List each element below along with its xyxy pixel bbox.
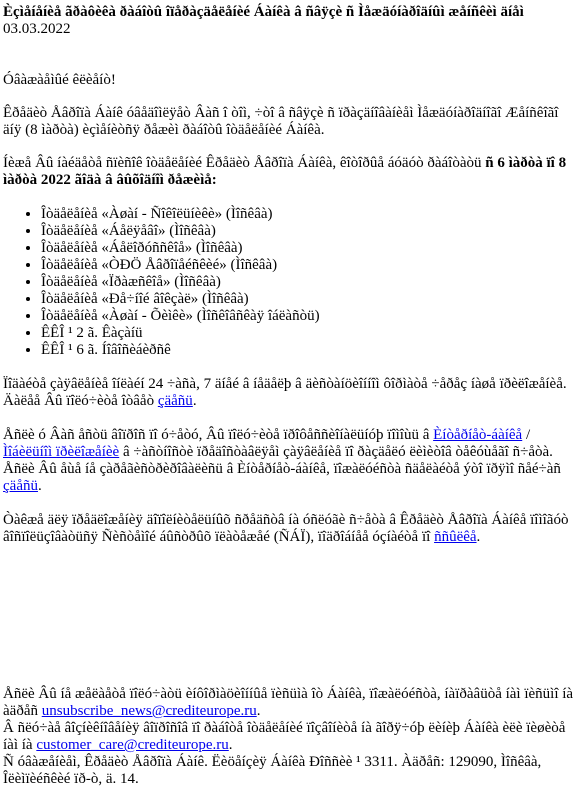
schedule-dates: ñ 6 ìàðòà ïî 8 ìàðòà 2022 ãîäà â âûõîäíîì ðåæèìå: — [3, 155, 567, 188]
unsubscribe-paragraph: Åñëè Âû íå æåëàåòå ïîëó÷àòü èíôîðìàöèîííûå ïèñüìà îò Áàíêà, ïîæàëóéñòà, íàïðàâüòå íàì ïèñüìî íà àäðåñ unsubscribe_news@crediteurope.ru. — [3, 686, 574, 719]
list-item: • Îòäåëåíèå «ÒÐÖ Åâðîïåéñêèé» (Ìîñêâà) — [41, 257, 577, 274]
internet-bank-paragraph: Åñëè ó Âàñ åñòü âîïðîñ ïî ó÷åòó, Âû ïîëó÷èòå ïðîôåññèîíàëüíóþ ïîìîùü â Èíòåðíåò-áàíêå / Ìîáèëüíîì ïðèëîæåíèè â ÷àñòíîñòè ïðåäîñòàâëÿåì çàÿâëåíèå ïî ðàçäåëó ëèìèòîâ òåêóùåãî ñ÷åòà. Åñëè Âû åùå íå çàðåãèñòðèðîâàëèñü â Èíòåðíåò-áàíêå, ïîæàëóéñòà ñäåëàéòå ýòî ïðÿìî ñåé÷àñ çäåñü. — [3, 427, 561, 494]
email-body — [3, 4, 577, 546]
intro-paragraph: Êðåäèò Åâðîïà Áàíê óâåäîìëÿåò Âàñ î òîì, ÷òî â ñâÿçè ñ ïðàçäíîâàíèåì Ìåæäóíàðîäíîãî Æåíñêîãî äíÿ (8 ìàðòà) èçìåíèòñÿ ðåæèì ðàáîòû îòäåëåíèé Áàíêà. — [3, 105, 559, 138]
list-item: • ÊÊÎ ¹ 6 ã. Íîâîñèáèðñê — [41, 342, 577, 359]
internet-bank-text: Åñëè ó Âàñ åñòü âîïðîñ ïî ó÷åòó, Âû ïîëó÷èòå ïðîôåññèîíàëüíóþ ïîìîùü â — [3, 427, 434, 443]
unsubscribe-text: Åñëè Âû íå æåëàåòå ïîëó÷àòü èíôîðìàöèîííûå ïèñüìà îò Áàíêà, ïîæàëóéñòà, íàïðàâüòå íàì ïèñüìî íà àäðåñ — [3, 686, 574, 719]
list-item: • ÊÊÎ ¹ 2 ã. Êàçàíü — [41, 325, 577, 342]
unsubscribe-email-link[interactable]: unsubscribe_news@crediteurope.ru — [41, 703, 257, 719]
list-item: • Îòäåëåíèå «Áåëîðóññêîå» (Ìîñêâà) — [41, 240, 577, 257]
online-application-paragraph: Ïîäàéòå çàÿâëåíèå îíëàéí 24 ÷àñà, 7 äíåé â íåäåëþ â äèñòàíöèîííîì ôîðìàòå ÷åðåç íàøå ïðèëîæåíèå. Äàëåå Âû ïîëó÷èòå îòâåò çäåñü. — [3, 376, 567, 409]
registration-text: â ÷àñòíîñòè ïðåäîñòàâëÿåì çàÿâëåíèå ïî ðàçäåëó ëèìèòîâ òåêóùåãî ñ÷åòà. Åñëè Âû åùå íå çàðåãèñòðèðîâàëèñü â Èíòåðíåò-áàíêå, ïîæàëóéñòà ñäåëàéòå ýòî ïðÿìî ñåé÷àñ — [3, 444, 561, 477]
online-application-text: Ïîäàéòå çàÿâëåíèå îíëàéí 24 ÷àñà, 7 äíåé â íåäåëþ â äèñòàíöèîííîì ôîðìàòå ÷åðåç íàøå ïðèëîæåíèå. Äàëåå Âû ïîëó÷èòå îòâåò — [3, 376, 567, 409]
register-here-link[interactable]: çäåñü — [3, 478, 38, 494]
support-email-link[interactable]: customer_care@crediteurope.ru — [36, 737, 229, 753]
legal-paragraph: Ñ óâàæåíèåì, Êðåäèò Åâðîïà Áàíê. Ëèöåíçèÿ Áàíêà Ðîññèè ¹ 3311. Àäðåñ: 129090, Ìîñêâà, Îëèìïèéñêèé ïð-ò, ä. 14. — [3, 754, 542, 787]
list-item: • Îòäåëåíèå «Àøàí - Ñîêîëüíèêè» (Ìîñêâà) — [41, 206, 577, 223]
here-link[interactable]: çäåñü — [157, 393, 193, 409]
schedule-text: Íèæå Âû íàéäåòå ñïèñîê îòäåëåíèé Êðåäèò Åâðîïà Áàíêà, êîòîðûå áóäóò ðàáîòàòü — [3, 155, 486, 171]
list-item: • Îòäåëåíèå «Áåëÿåâî» (Ìîñêâà) — [41, 223, 577, 240]
list-item: • Îòäåëåíèå «Àøàí - Õèìêè» (Ìîñêîâñêàÿ îáëàñòü) — [41, 308, 577, 325]
sbp-text: Òàêæå äëÿ ïðåäëîæåíèÿ äîïîëíèòåëüíûõ ñðåäñòâ íà óñëóãè ñ÷åòà â Êðåäèò Åâðîïà Áàíêå ïîìîãóò âîñïîëüçîâàòüñÿ Ñèñòåìîé áûñòðûõ ïëàòåæåé (ÑÁÏ), ïîäðîáíåå óçíàéòå ïî — [3, 512, 569, 545]
greeting: Óâàæàåìûé êëèåíò! — [3, 72, 116, 88]
list-item: • Îòäåëåíèå «Ïðàæñêîå» (Ìîñêâà) — [41, 274, 577, 291]
email-date: 03.03.2022 — [3, 21, 71, 37]
mobile-app-link[interactable]: Ìîáèëüíîì ïðèëîæåíèè — [3, 444, 120, 460]
support-text: Â ñëó÷àå âîçíèêíîâåíèÿ âîïðîñîâ ïî ðàáîòå îòäåëåíèé ïîçâîíèòå íà ãîðÿ÷óþ ëèíèþ Áàíêà èëè ïèøèòå íàì íà — [3, 720, 566, 753]
list-item: • Îòäåëåíèå «Ðå÷íîé âîêçàë» (Ìîñêâà) — [41, 291, 577, 308]
support-paragraph: Â ñëó÷àå âîçíèêíîâåíèÿ âîïðîñîâ ïî ðàáîòå îòäåëåíèé ïîçâîíèòå íà ãîðÿ÷óþ ëèíèþ Áàíêà èëè ïèøèòå íàì íà customer_care@crediteurope.ru. — [3, 720, 566, 753]
link-separator: / — [522, 427, 531, 443]
schedule-paragraph — [3, 155, 577, 189]
branch-list — [3, 206, 577, 359]
internet-bank-link[interactable]: Èíòåðíåò-áàíêå — [433, 427, 523, 443]
sbp-paragraph: Òàêæå äëÿ ïðåäëîæåíèÿ äîïîëíèòåëüíûõ ñðåäñòâ íà óñëóãè ñ÷åòà â Êðåäèò Åâðîïà Áàíêå ïîìîãóò âîñïîëüçîâàòüñÿ Ñèñòåìîé áûñòðûõ ïëàòåæåé (ÑÁÏ), ïîäðîáíåå óçíàéòå ïî ññûëêå. — [3, 512, 569, 545]
email-footer — [3, 686, 577, 788]
sbp-link[interactable]: ññûëêå — [434, 529, 477, 545]
email-title: Èçìåíåíèå ãðàôèêà ðàáîòû îïåðàçäåëåíèé Áàíêà â ñâÿçè ñ Ìåæäóíàðîäíûì æåíñêèì äíåì — [3, 4, 524, 20]
